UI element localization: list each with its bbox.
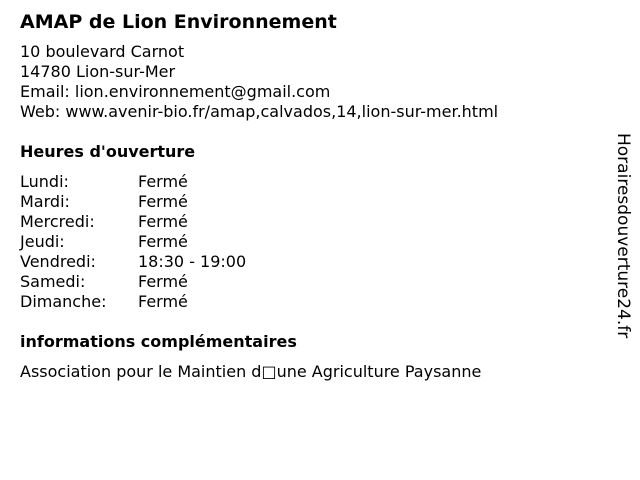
hours-row-wednesday: [20, 212, 600, 232]
email-line: Email: lion.environnement@gmail.com: [20, 82, 331, 101]
web-line: Web: www.avenir-bio.fr/amap,calvados,14,lion-sur-mer.html: [20, 102, 499, 121]
day-hours: Fermé: [138, 212, 188, 231]
contact-block: [20, 42, 600, 122]
day-hours: Fermé: [138, 292, 188, 311]
hours-row-thursday: [20, 232, 600, 252]
day-label: Dimanche:: [20, 292, 107, 311]
day-label: Mercredi:: [20, 212, 95, 231]
day-hours: Fermé: [138, 192, 188, 211]
business-name: AMAP de Lion Environnement: [20, 11, 337, 33]
hours-row-monday: [20, 172, 600, 192]
day-label: Jeudi:: [20, 232, 65, 251]
hours-heading: Heures d'ouverture: [20, 142, 196, 161]
info-heading: informations complémentaires: [20, 332, 297, 351]
hours-row-friday: [20, 252, 600, 272]
hours-row-sunday: [20, 292, 600, 312]
day-label: Vendredi:: [20, 252, 96, 271]
day-label: Mardi:: [20, 192, 70, 211]
day-hours: Fermé: [138, 272, 188, 291]
day-label: Lundi:: [20, 172, 69, 191]
address-street: 10 boulevard Carnot: [20, 42, 185, 61]
day-hours: Fermé: [138, 172, 188, 191]
site-watermark: Horairesdouverture24.fr: [613, 133, 633, 339]
business-listing: [20, 10, 600, 382]
info-text: Association pour le Maintien d□une Agriculture Paysanne: [20, 362, 482, 381]
day-hours: Fermé: [138, 232, 188, 251]
hours-table: [20, 172, 600, 312]
day-hours: 18:30 - 19:00: [138, 252, 247, 271]
hours-row-saturday: [20, 272, 600, 292]
day-label: Samedi:: [20, 272, 86, 291]
address-city: 14780 Lion-sur-Mer: [20, 62, 176, 81]
hours-row-tuesday: [20, 192, 600, 212]
